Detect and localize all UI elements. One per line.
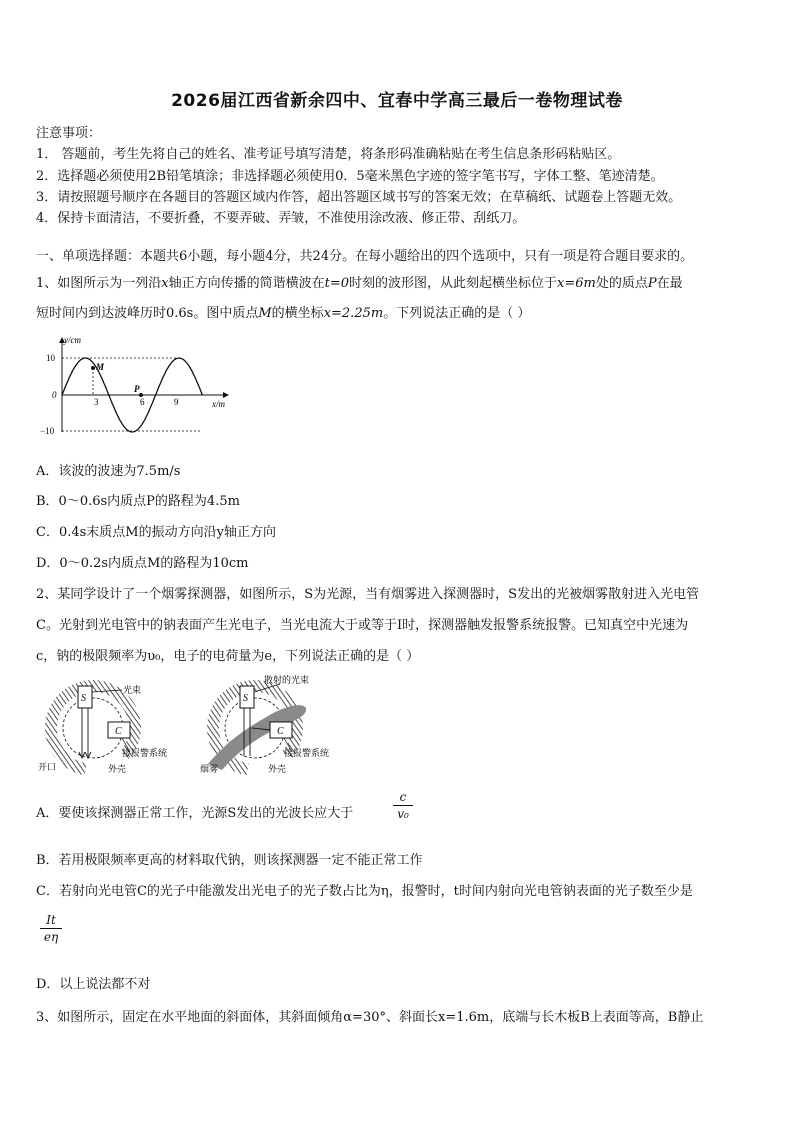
label-S: S xyxy=(81,693,86,704)
q1-var-t: t=0 xyxy=(324,276,350,291)
fraction-denominator: v₀ xyxy=(397,807,409,821)
x-tick: 3 xyxy=(94,397,99,407)
fraction-bar xyxy=(40,928,62,929)
q1-option-a: A．该波的波速为7.5m/s xyxy=(36,464,181,479)
y-tick: 0 xyxy=(52,390,57,400)
y-tick: 10 xyxy=(46,353,55,363)
x-axis-label: x/m xyxy=(212,399,225,409)
figure-1 xyxy=(38,679,167,776)
section-header: 一、单项选择题：本题共6小题，每小题4分，共24分。在每小题给出的四个选项中，只有一项是符合题目要求的。 xyxy=(36,249,694,264)
q1-option-c: C．0.4s末质点M的振动方向沿y轴正方向 xyxy=(36,525,276,540)
q1-text: 1、如图所示为一列沿 xyxy=(36,276,162,291)
q2-stem-line2: C。光射到光电管中的钠表面产生光电子，当光电流大于或等于I时，探测器触发报警系统报警。已知真空中光速为 xyxy=(36,618,689,633)
q1-text: 短时间内到达波峰历时0.6s。图中质点 xyxy=(36,306,259,321)
label-P: P xyxy=(134,384,140,394)
q2-stem-line1: 2、某同学设计了一个烟雾探测器，如图所示，S为光源，当有烟雾进入探测器时，S发出的光被烟雾散射进入光电管 xyxy=(36,587,700,602)
q2-option-a: A．要使该探测器正常工作，光源S发出的光波长应大于 xyxy=(36,806,354,821)
y-axis-label: y/cm xyxy=(64,335,81,345)
detector-figures xyxy=(30,672,360,782)
q1-var-xm: x=2.25m xyxy=(323,306,384,321)
fraction-denominator: eη xyxy=(43,930,59,944)
label-S: S xyxy=(243,693,248,704)
q2-option-c: C．若射向光电管C的光子中能激发出光电子的光子数占比为η，报警时，t时间内射向光电管钠表面的光子数至少是 xyxy=(36,884,693,899)
q1-var-x: x xyxy=(161,276,169,291)
q1-option-b: B．0～0.6s内质点P的路程为4.5m xyxy=(36,494,240,509)
q1-var-x6: x=6m xyxy=(557,276,596,291)
label-smoke: 烟雾 xyxy=(200,764,219,774)
q1-var-M: M xyxy=(258,306,272,321)
q1-text: 。下列说法正确的是（ ） xyxy=(383,306,531,321)
q1-text: 时刻的波形图，从此刻起横坐标位于 xyxy=(349,276,558,291)
exam-title: 2026届江西省新余四中、宜春中学高三最后一卷物理试卷 xyxy=(171,91,623,111)
x-tick: 6 xyxy=(140,397,145,407)
label-C: C xyxy=(277,726,284,737)
fraction-bar xyxy=(393,805,413,806)
label-alarm: 接报警系统 xyxy=(122,748,168,758)
q1-text: 在最 xyxy=(656,276,683,291)
note-item: 1． 答题前，考生先将自己的姓名、准考证号填写清楚，将条形码准确粘贴在考生信息条形码粘贴区。 xyxy=(36,147,621,162)
note-item: 2．选择题必须使用2B铅笔填涂；非选择题必须使用0．5毫米黑色字迹的签字笔书写，字体工整、笔迹清楚。 xyxy=(36,169,664,184)
figure-2 xyxy=(200,674,329,777)
q1-text: 轴正方向传播的简谐横波在 xyxy=(168,276,325,291)
point-M xyxy=(91,366,95,370)
q2-option-d: D．以上说法都不对 xyxy=(36,977,151,992)
q2-stem-line3: c，钠的极限频率为υ₀，电子的电荷量为e，下列说法正确的是（ ） xyxy=(36,649,420,664)
label-alarm: 接报警系统 xyxy=(284,748,330,758)
q1-stem-line2 xyxy=(36,302,530,321)
fraction-a xyxy=(393,790,413,821)
q3-stem-line1: 3、如图所示，固定在水平地面的斜面体，其斜面倾角α=30°、斜面长x=1.6m，底端与长木板B上表面等高，B静止 xyxy=(36,1010,704,1025)
q1-stem-line1 xyxy=(36,272,683,291)
fraction-numerator: c xyxy=(399,790,407,804)
q1-text: 处的质点 xyxy=(595,276,648,291)
note-item: 4．保持卡面清洁，不要折叠，不要弄破、弄皱，不准使用涂改液、修正带、刮纸刀。 xyxy=(36,211,526,226)
label-C: C xyxy=(115,726,122,737)
notes-heading: 注意事项： xyxy=(36,126,102,141)
label-scattered-beam: 散射的光束 xyxy=(264,675,310,685)
fraction-c xyxy=(40,913,62,944)
q1-option-d: D．0～0.2s内质点M的路程为10cm xyxy=(36,556,249,571)
label-shell: 外壳 xyxy=(268,764,287,774)
label-M: M xyxy=(96,362,105,372)
q1-var-P: P xyxy=(647,276,657,291)
note-item: 3．请按照题号顺序在各题目的答题区域内作答，超出答题区域书写的答案无效；在草稿纸、试题卷上答题无效。 xyxy=(36,190,682,205)
label-opening: 开口 xyxy=(38,762,57,772)
label-beam: 光束 xyxy=(123,685,142,695)
fraction-numerator: It xyxy=(46,913,56,927)
q2-option-b: B．若用极限频率更高的材料取代钠，则该探测器一定不能正常工作 xyxy=(36,853,423,868)
y-tick: −10 xyxy=(40,426,55,436)
q1-text: 的横坐标 xyxy=(271,306,324,321)
x-tick: 9 xyxy=(174,397,179,407)
wave-graph xyxy=(36,332,246,442)
label-shell: 外壳 xyxy=(108,764,127,774)
